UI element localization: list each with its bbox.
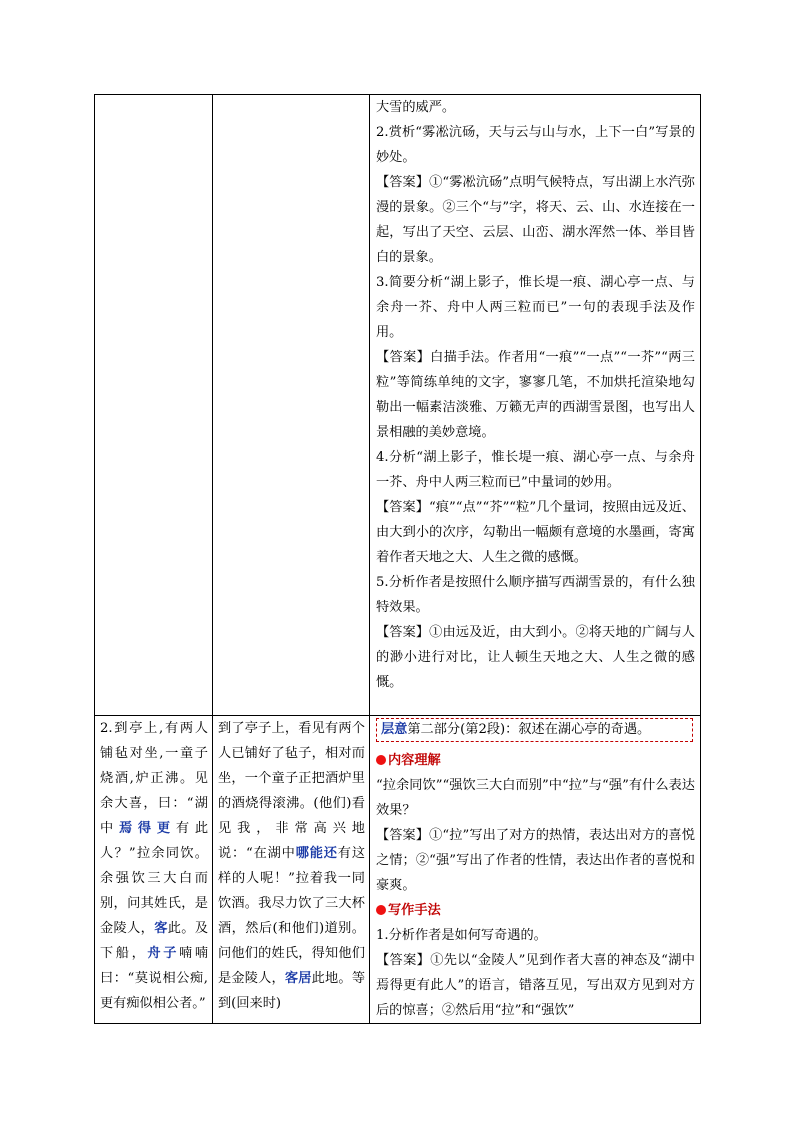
answer-5: 【答案】①由远及近，由大到小。②将天地的广阔与人的渺小进行对比，让人顿生天地之大、人生之微的感慨。 [376,625,695,690]
heading-writing: 写作手法 [376,898,695,923]
table-row [95,95,701,716]
keyword: 客 [154,921,168,936]
question-5: 5.分析作者是按照什么顺序描写西湖雪景的，有什么独特效果。 [376,575,695,615]
continued-answer: 大雪的威严。 [376,100,456,115]
bullet-icon [376,755,386,765]
heading-content: 内容理解 [376,748,695,773]
answer-1: 【答案】①“拉”写出了对方的热情，表达出对方的喜悦之情；②“强”写出了作者的性情，表达出作者的喜悦和豪爽。 [376,828,695,893]
original-text: 2.到亭上,有两人铺毡对坐,一童子烧酒,炉正沸。见余大喜，曰：“湖中 [100,721,208,836]
answer-4: 【答案】“痕”“点”“芥”“粒”几个量词，按照由远及近、由大到小的次序，勾勒出一幅颇有意境的水墨画，寄寓着作者天地之大、人生之微的感慨。 [376,500,695,565]
question-2: 2.赏析“雾凇沆砀，天与云与山与水，上下一白”写景的妙处。 [376,125,695,165]
section-heading [376,718,693,742]
question-2: 1.分析作者是如何写奇遇的。 [376,928,547,943]
table-row [95,716,701,1024]
section-summary: 第二部分(第2段)：叙述在湖心亭的奇遇。 [407,722,651,737]
translation-text: 到了亭子上，看见有两个人已铺好了毡子，相对而坐，一个童子正把酒炉里的酒烧得滚沸。(他们)看见我，非常高兴地说：“在湖中 [218,721,365,861]
original-text-cell [95,95,213,716]
translation-cell [213,716,370,1024]
question-4: 4.分析“湖上影子，惟长堤一痕、湖心亭一点、与余舟一芥、舟中人两三粒而已”中量词的妙用。 [376,450,695,490]
analysis-cell [370,716,701,1024]
original-text: 此。及下船， [100,921,209,961]
question-3: 3.简要分析“湖上影子，惟长堤一痕、湖心亭一点、与余舟一芥、舟中人两三粒而已”一句的表现手法及作用。 [376,275,695,340]
translation-cell [213,95,370,716]
lesson-table [94,94,701,1024]
original-text: 有此人？”拉余同饮。余强饮三大白而别，问其姓氏，是金陵人， [100,821,209,936]
question-1: “拉余同饮”“强饮三大白而别”中“拉”与“强”有什么表达效果？ [376,778,695,818]
analysis-cell [370,95,701,716]
keyword: 舟子 [147,946,180,961]
keyword: 客居 [284,971,312,986]
keyword: 哪能还 [295,846,338,861]
answer-2: 【答案】①先以“金陵人”见到作者大喜的神态及“湖中焉得更有此人”的语言，错落互见，写出双方见到对方后的惊喜；②然后用“拉”和“强饮” [376,953,695,1018]
section-tag: 层意 [381,722,408,737]
keyword: 焉得更 [118,821,176,836]
original-text-cell [95,716,213,1024]
translation-text: 此地。等到(回来时) [218,971,366,1011]
bullet-icon [376,905,386,915]
original-text: 喃喃曰：“莫说相公痴,更有痴似相公者。” [100,946,209,1011]
translation-text: 有这样的人呢！”拉着我一同饮酒。我尽力饮了三大杯酒，然后(和他们)道别。问他们的姓氏，得知他们是金陵人， [218,846,366,986]
answer-3: 【答案】白描手法。作者用“一痕”“一点”“一芥”“两三粒”等简练单纯的文字，寥寥几笔，不加烘托渲染地勾勒出一幅素洁淡雅、万籁无声的西湖雪景图，也写出人景相融的美妙意境。 [376,350,695,440]
answer-2: 【答案】①“雾凇沆砀”点明气候特点，写出湖上水汽弥漫的景象。②三个“与”字，将天、云、山、水连接在一起，写出了天空、云层、山峦、湖水浑然一体、举目皆白的景象。 [376,175,695,265]
